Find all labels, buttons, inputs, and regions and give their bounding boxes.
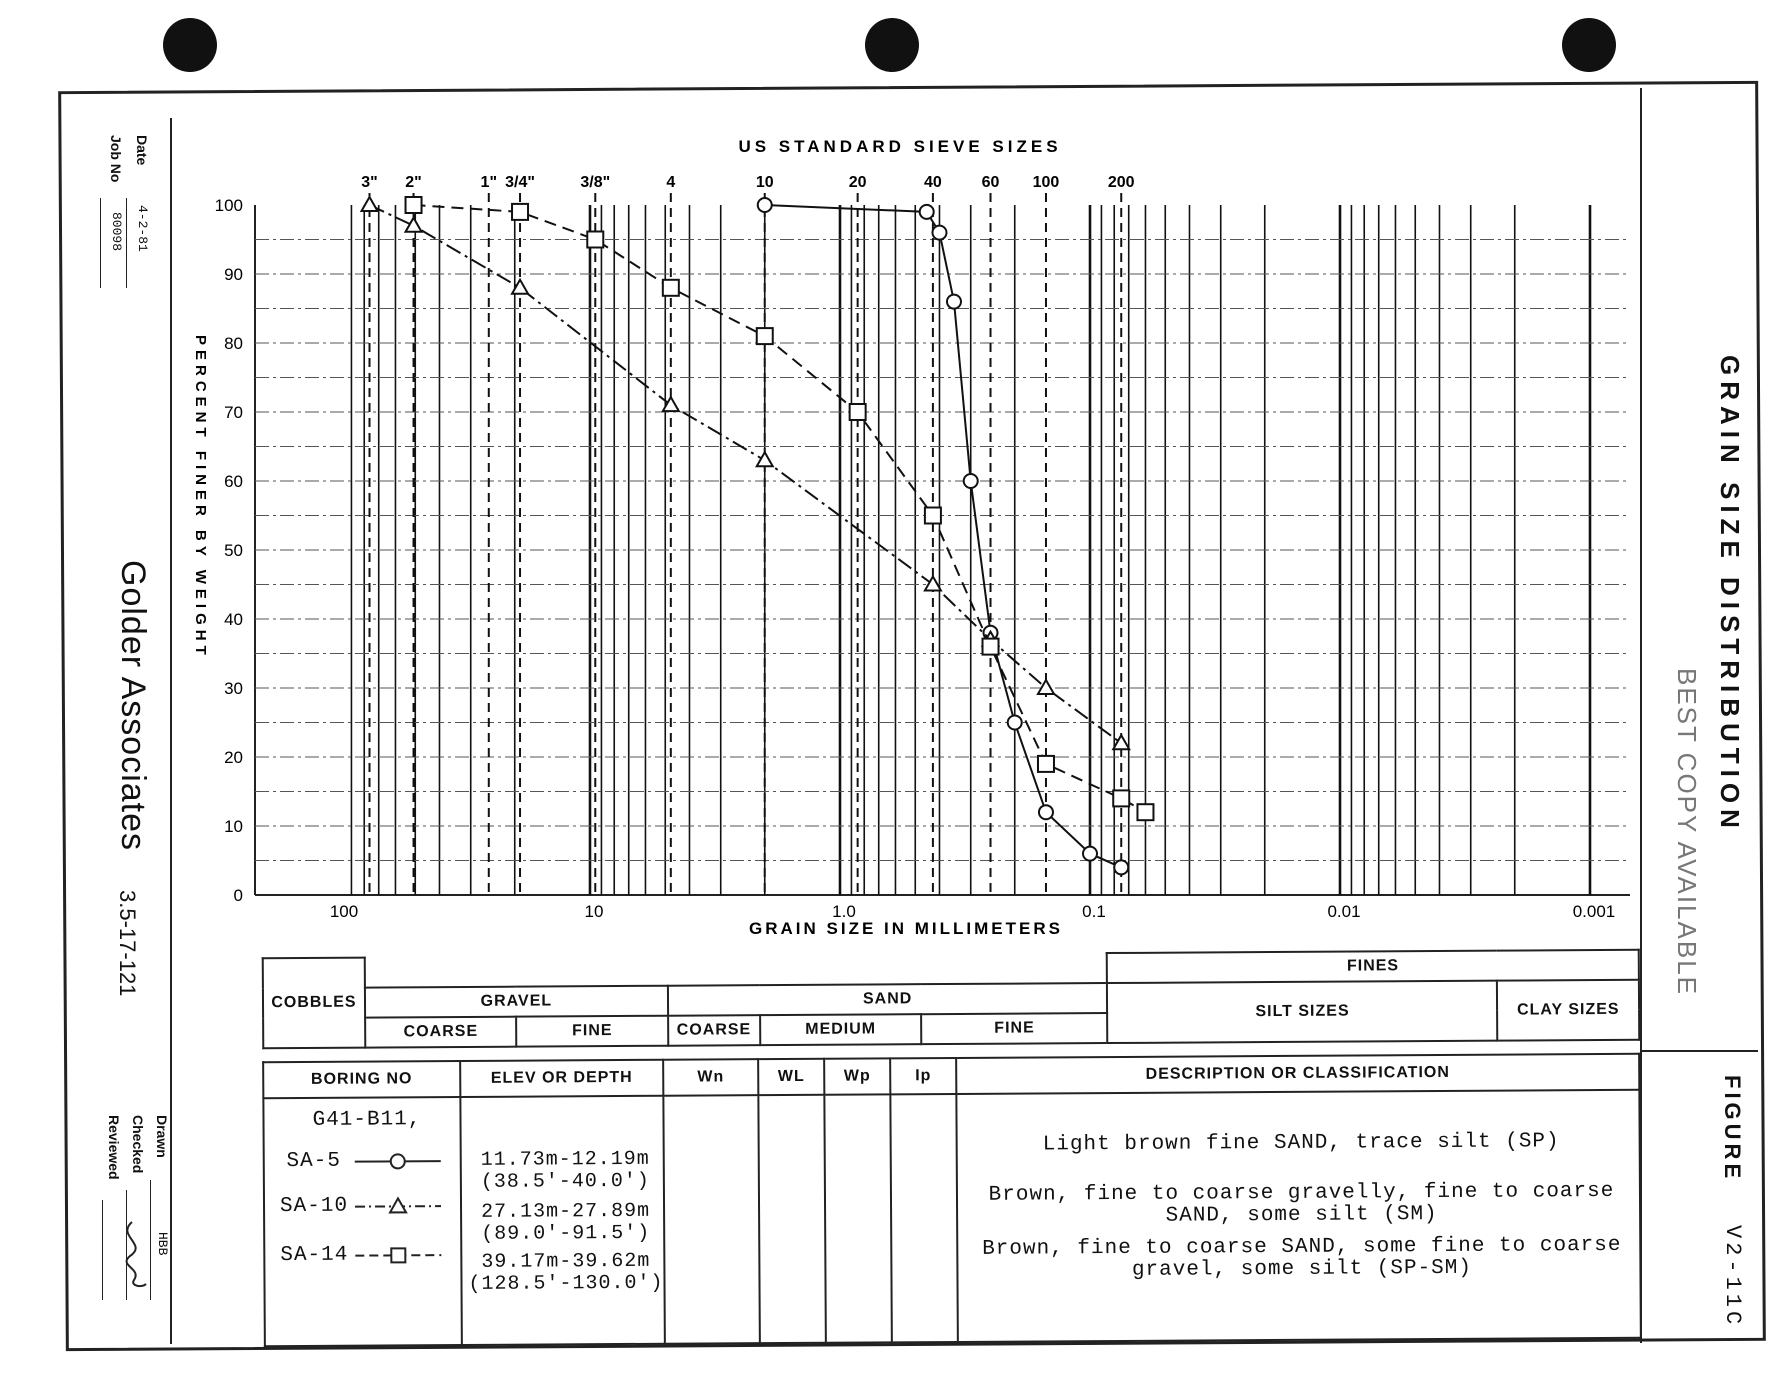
elev-cell bbox=[460, 1096, 665, 1345]
boring-header: BORING NO bbox=[263, 1061, 460, 1098]
y-tick-label: 50 bbox=[224, 541, 243, 560]
series-sa-14-point bbox=[1137, 804, 1153, 820]
legend-sa5 bbox=[275, 1149, 460, 1173]
series-sa-14-point bbox=[925, 508, 941, 524]
figure-value: V2-11C bbox=[1720, 1225, 1745, 1329]
gravel-coarse-cell: COARSE bbox=[365, 1017, 517, 1048]
series-sa-10-point bbox=[1113, 735, 1129, 749]
y-tick-label: 20 bbox=[224, 748, 243, 767]
elev-sa14-m: 39.17m-39.62m bbox=[481, 1249, 651, 1274]
wl-header: WL bbox=[758, 1059, 824, 1095]
boring-no-value: G41-B11, bbox=[312, 1108, 422, 1132]
desc-sa10-line2: SAND, some silt (SM) bbox=[1165, 1203, 1438, 1228]
boring-cell bbox=[263, 1097, 462, 1346]
series-sa-14-point bbox=[512, 204, 528, 220]
series-sa-14-point bbox=[406, 197, 422, 213]
y-tick-label: 40 bbox=[224, 610, 243, 629]
sieve-label: 3/4" bbox=[505, 174, 535, 191]
legend-sa14-label: SA-14 bbox=[280, 1243, 349, 1268]
x-tick-label: 1.0 bbox=[832, 902, 856, 921]
right-figure-divider bbox=[1642, 1050, 1758, 1052]
wl-cell bbox=[758, 1095, 826, 1343]
silt-sizes-cell: SILT SIZES bbox=[1107, 981, 1497, 1043]
wp-header: Wp bbox=[824, 1058, 890, 1094]
gravel-header: GRAVEL bbox=[365, 986, 668, 1018]
y-tick-label: 100 bbox=[214, 196, 243, 215]
y-axis-title: PERCENT FINER BY WEIGHT bbox=[192, 335, 209, 660]
drawn-value: HBB bbox=[155, 1232, 170, 1256]
sieve-label: 4 bbox=[666, 174, 676, 191]
x-tick-label: 0.01 bbox=[1327, 902, 1361, 921]
series-sa-5-point bbox=[1008, 716, 1022, 730]
fines-header: FINES bbox=[1107, 950, 1639, 983]
elev-sa10-m: 27.13m-27.89m bbox=[480, 1199, 651, 1224]
series-sa-10-line bbox=[370, 205, 1122, 743]
legend-sa14-symbol bbox=[353, 1245, 443, 1266]
company-name: Golder Associates bbox=[114, 560, 152, 852]
series-sa-14-point bbox=[850, 404, 866, 420]
y-tick-label: 30 bbox=[224, 679, 243, 698]
sand-coarse-cell: COARSE bbox=[668, 1015, 760, 1046]
desc-cell bbox=[956, 1090, 1640, 1342]
x-tick-label: 10 bbox=[584, 902, 604, 921]
series-sa-5-point bbox=[947, 295, 961, 309]
x-axis-title: GRAIN SIZE IN MILLIMETERS bbox=[749, 919, 1063, 938]
y-tick-label: 10 bbox=[224, 817, 243, 836]
series-sa-14-point bbox=[663, 280, 679, 296]
elev-sa10-ft: (89.0'-91.5') bbox=[481, 1221, 651, 1246]
y-tick-label: 70 bbox=[224, 403, 243, 422]
y-tick-label: 0 bbox=[233, 886, 243, 905]
legend-sa5-label: SA-5 bbox=[286, 1149, 342, 1174]
ip-header: Ip bbox=[890, 1058, 956, 1094]
wn-cell bbox=[663, 1095, 760, 1344]
elev-sa14-ft: (128.5'-130.0') bbox=[468, 1271, 664, 1296]
elev-sa5-m: 11.73m-12.19m bbox=[480, 1147, 650, 1172]
gravel-fine-cell: FINE bbox=[517, 1016, 669, 1047]
sand-medium-cell: MEDIUM bbox=[760, 1014, 922, 1045]
sieve-label: 20 bbox=[848, 174, 867, 191]
elev-sa5-ft: (38.5'-40.0') bbox=[480, 1169, 650, 1194]
clay-sizes-cell: CLAY SIZES bbox=[1497, 980, 1639, 1041]
sample-table bbox=[262, 1053, 1642, 1347]
legend-sa10-symbol bbox=[353, 1196, 443, 1217]
ip-cell bbox=[890, 1094, 958, 1342]
series-sa-10-point bbox=[362, 197, 378, 211]
top-axis-title: US STANDARD SIEVE SIZES bbox=[738, 137, 1062, 156]
series-sa-5-point bbox=[1039, 805, 1053, 819]
reviewed-label: Reviewed bbox=[106, 1115, 122, 1180]
sieve-label: 60 bbox=[981, 174, 1000, 191]
best-copy-stamp: BEST COPY AVAILABLE bbox=[1672, 668, 1702, 996]
series-sa-5-point bbox=[964, 474, 978, 488]
series-sa-10-point bbox=[406, 218, 422, 232]
sieve-label: 3/8" bbox=[580, 174, 611, 191]
series-sa-10-point bbox=[925, 577, 941, 591]
series-sa-14-point bbox=[1038, 756, 1054, 772]
cobbles-cell: COBBLES bbox=[263, 958, 365, 1049]
x-tick-label: 0.1 bbox=[1082, 902, 1106, 921]
series-sa-10-point bbox=[757, 452, 773, 466]
wp-cell bbox=[824, 1094, 892, 1342]
series-sa-14-point bbox=[983, 639, 999, 655]
sieve-label: 3" bbox=[361, 174, 378, 191]
checked-signature bbox=[112, 1218, 152, 1290]
sieve-label: 200 bbox=[1107, 174, 1135, 191]
sieve-label: 10 bbox=[755, 174, 774, 191]
series-sa-14-point bbox=[1113, 790, 1129, 806]
reviewed-underline bbox=[102, 1200, 103, 1300]
date-value: 4-2-81 bbox=[135, 205, 150, 252]
series-sa-14-point bbox=[587, 232, 603, 248]
series-sa-5-point bbox=[758, 198, 772, 212]
elev-header: ELEV OR DEPTH bbox=[460, 1060, 663, 1097]
legend-sa5-symbol bbox=[353, 1151, 443, 1172]
desc-sa14-line1: Brown, fine to coarse SAND, some fine to coarse bbox=[982, 1233, 1622, 1261]
sand-header: SAND bbox=[668, 983, 1108, 1016]
legend-sa14 bbox=[275, 1243, 460, 1267]
desc-sa10-line1: Brown, fine to coarse gravelly, fine to coarse bbox=[988, 1179, 1615, 1207]
drawing-title: GRAIN SIZE DISTRIBUTION bbox=[1715, 355, 1745, 834]
legend-sa10 bbox=[275, 1194, 460, 1218]
series-sa-5-point bbox=[932, 226, 946, 240]
sieve-label: 2" bbox=[405, 174, 422, 191]
soil-classification-table bbox=[262, 949, 1641, 1049]
sieve-label: 1" bbox=[480, 174, 498, 191]
x-tick-label: 100 bbox=[329, 902, 359, 921]
checked-label: Checked bbox=[130, 1115, 146, 1174]
wn-header: Wn bbox=[663, 1059, 758, 1096]
legend-sa10-label: SA-10 bbox=[279, 1194, 349, 1219]
y-tick-label: 90 bbox=[224, 265, 243, 284]
figure-label: FIGURE bbox=[1720, 1075, 1745, 1183]
series-sa-5-point bbox=[920, 205, 934, 219]
jobno-label: Job No bbox=[108, 135, 124, 183]
desc-sa5: Light brown fine SAND, trace silt (SP) bbox=[1042, 1130, 1560, 1157]
document-number: 3.5-17-121 bbox=[115, 890, 140, 997]
sieve-label: 40 bbox=[924, 174, 942, 191]
x-tick-label: 0.001 bbox=[1572, 902, 1616, 921]
sieve-label: 100 bbox=[1032, 174, 1060, 191]
series-sa-5-point bbox=[1114, 860, 1128, 874]
y-tick-label: 80 bbox=[224, 334, 243, 353]
sand-fine-cell: FINE bbox=[921, 1013, 1107, 1044]
series-sa-14-line bbox=[414, 205, 1146, 812]
desc-header: DESCRIPTION OR CLASSIFICATION bbox=[956, 1054, 1639, 1094]
drawn-label: Drawn bbox=[154, 1115, 170, 1158]
y-tick-label: 60 bbox=[224, 472, 243, 491]
jobno-value: 80098 bbox=[109, 212, 124, 252]
series-sa-5-point bbox=[1083, 847, 1097, 861]
series-sa-14-point bbox=[757, 328, 773, 344]
desc-sa14-line2: gravel, some silt (SP-SM) bbox=[1131, 1256, 1473, 1282]
date-label: Date bbox=[134, 135, 150, 166]
